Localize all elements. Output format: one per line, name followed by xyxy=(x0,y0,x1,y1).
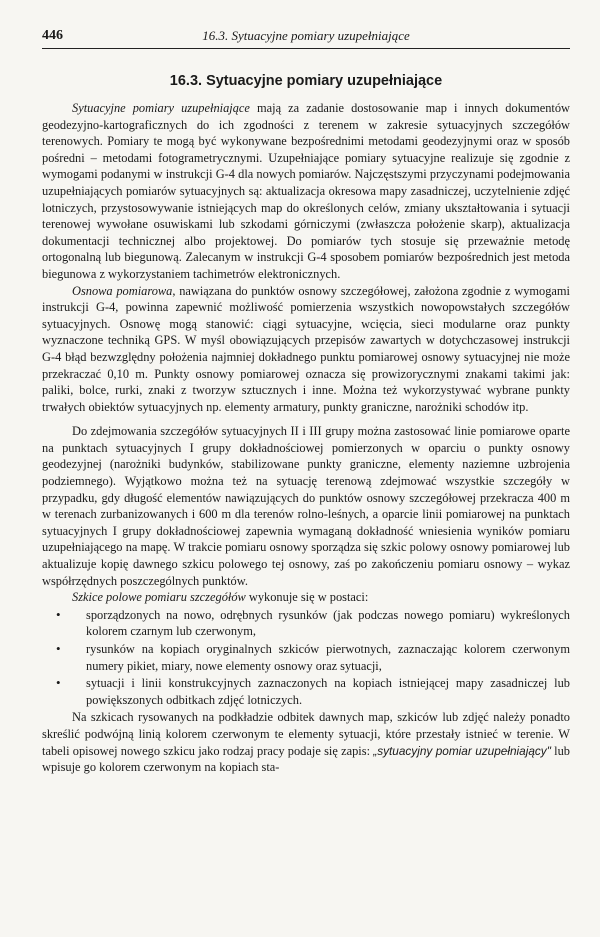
paragraph-szkice-text: wykonuje się w postaci: xyxy=(245,590,369,605)
paragraph-szczegoly: Do zdejmowania szczegółów sytuacyjnych II i III grupy można zastosować linie pomiarowe oparte na punktach sytuacyjnych I grupy dokładnościowej pomierzonych w oparciu o punkty osnowy geodezyjnej (narożniki budynków, stabilizowane punkty graniczne, elementy naziemne uzbrojenia podziemnego). Wyjątkowo można też na sytuację terenową zdejmować wszystkie szczegóły w przypadku, gdy długość elementów nawiązujących do punktów osnowy szczegółowej przekracza 400 m w terenach zurbanizowanych i 600 m dla terenów rolno-leśnych, a oparcie linii pomiarowej na punktach sytuacyjnych I grupy dokładnościowej zapewnia wymaganą dokładność wniesienia wyników pomiaru uzupełniającego na mapę. W trakcie pomiaru osnowy sporządza się szkic polowy osnowy pomiarowej lub aktualizuje kopię dawnego szkicu polowego tej osnowy, zaś po zakończeniu pomiaru osnowy – wykaz współrzędnych poszczególnych punktów. xyxy=(42,424,570,588)
page-header xyxy=(42,28,570,49)
term-sytuacyjne-pomiary: Sytuacyjne pomiary uzupełniające xyxy=(72,101,250,115)
list-item xyxy=(56,641,570,674)
bullet-list xyxy=(42,607,570,709)
section-title: 16.3. Sytuacyjne pomiary uzupełniające xyxy=(169,73,443,89)
term-osnowa-pomiarowa: Osnowa pomiarowa xyxy=(72,283,173,298)
paragraph-osnowa-text: , nawiązana do punktów osnowy szczegółowej, założona zgodnie z wymogami instrukcji G-4, powinna zapewnić możliwość pomierzenia wszystkich nowopowstałych szczegółów sytuacyjnych. Osnowę mogą stanowić: ciągi sytuacyjne, wcięcia, sieci modularne oraz punkty wyznaczone techniką GPS. W myśl obowiązujących przepisów zawartych w dotychczasowej instrukcji G-4 błąd bezwzględny położenia najmniej dokładnego punktu pomiarowej osnowy sytuacyjnej nie może przekraczać 0,10 m. Punkty osnowy pomiarowej oznacza się prowizorycznymi znakami takimi jak: paliki, bolce, rurki, znaki z tworzyw sztucznych i inne. Można też wykorzystywać wybrane punkty trwałych obiektów sytuacyjnych np. elementy armatury, punkty graniczne, narożniki schodów itp. xyxy=(42,283,570,414)
bullet-icon: • xyxy=(56,675,61,691)
list-item-text: rysunków na kopiach oryginalnych szkiców pierwotnych, zaznaczając kolorem czerwonym numery pikiet, miary, nowe elementy osnowy oraz sytuacji, xyxy=(86,642,570,673)
list-item xyxy=(56,606,570,640)
list-item-text: sporządzonych na nowo, odrębnych rysunków (jak podczas nowego pomiaru) wykreślonych kolorem czarnym lub czerwonym, xyxy=(86,607,570,639)
paragraph-osnowa xyxy=(42,283,570,416)
list-item-text: sytuacji i linii konstrukcyjnych zaznaczonych na kopiach istniejącej mapy zasadniczej lub powiększonych odbitkach zdjęć lotniczych. xyxy=(86,676,570,707)
paragraph-intro-text: mają za zadanie dostosowanie map i innych dokumentów geodezyjno-kartograficznych do ich zgodności z terenem w zakresie sytuacyjnych szczegółów terenowych. Pomiary te mogą być wykonywane bezpośrednimi metodami geodezyjnymi oraz w sposób pośredni – metodami fotogrametrycznymi. Uzupełniające pomiary sytuacyjne realizuje się zgodnie z wymogami podanymi w instrukcji G-4 dla nowych pomiarów. Najczęstszymi przyczynami podejmowania uzupełniających pomiarów sytuacyjnych są: aktualizacja okresowa mapy zasadniczej, uczytelnienie zdjęć lotniczych, przystosowywanie istniejących map do określonych celów, zmiany ukształtowania i sytuacji terenowej wywołane osuwiskami lub szkodami górniczymi (zwłaszcza położenie skarp), aktualizacja dokumentacji technicznej albo projektowej. Do pomiarów tych stosuje się przeważnie metodę ortogonalną lub biegunową. Zalecanym w instrukcji G-4 sposobem pomiarów bezpośrednich jest metoda biegunowa z wykorzystaniem tachimetrów elektronicznych. xyxy=(42,101,571,281)
running-head: 16.3. Sytuacyjne pomiary uzupełniające xyxy=(202,28,410,43)
paragraph-szkice xyxy=(42,589,570,606)
bullet-icon: • xyxy=(56,641,61,656)
paragraph-final xyxy=(42,709,570,775)
paragraph-intro xyxy=(42,100,570,283)
paragraph-final-text-b: lub wpisuje go kolorem czerwonym na kopiach sta- xyxy=(42,743,571,775)
term-szkice-polowe: Szkice polowe pomiaru szczegółów xyxy=(72,590,246,605)
paragraph-final-text-a: Na szkicach rysowanych na podkładzie odbitek dawnych map, szkiców lub zdjęć należy ponadto skreślić podwójną linią kolorem czerwonym te elementy sytuacji, które przestały istnieć w terenie. W tabeli opisowej nowego szkicu jako rodzaj pracy podaje się zapis: xyxy=(42,710,570,758)
page-number: 446 xyxy=(42,28,63,43)
bullet-icon: • xyxy=(56,606,61,622)
quote-sytuacyjny-pomiar: „sytuacyjny pomiar uzupełniający" xyxy=(373,743,551,758)
list-item xyxy=(56,675,570,708)
